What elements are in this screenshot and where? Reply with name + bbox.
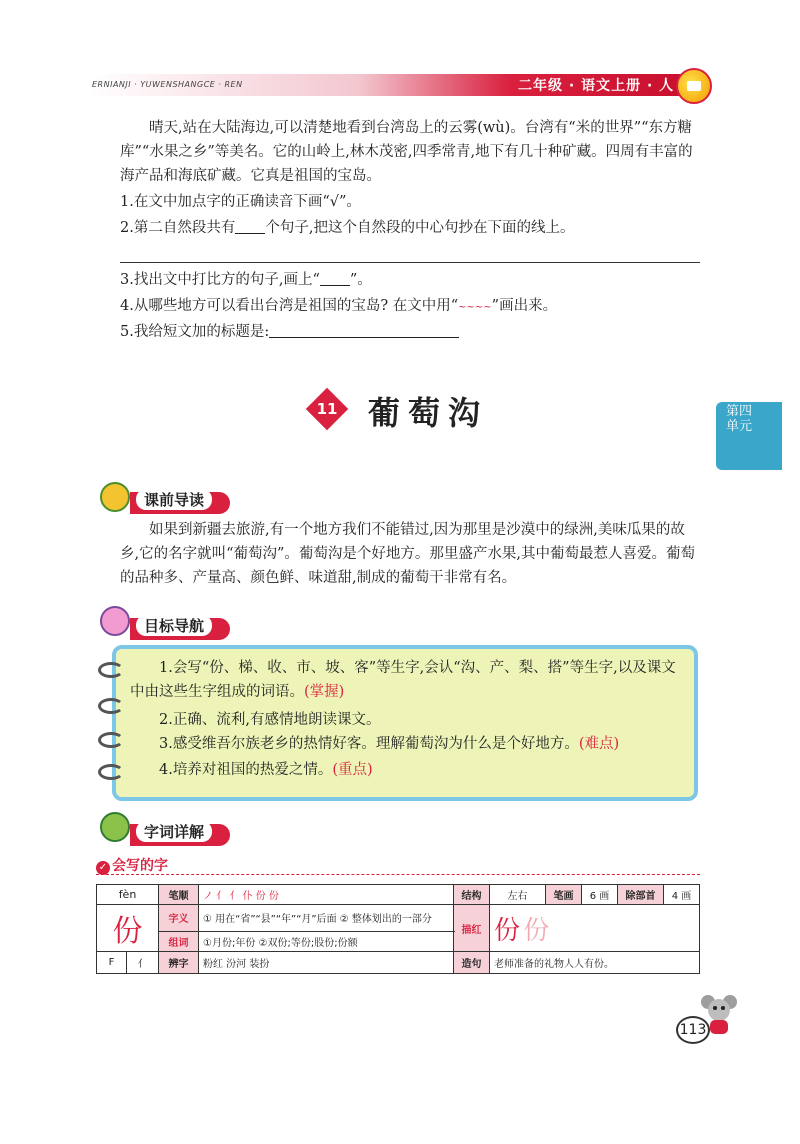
question-2: [120, 216, 574, 237]
structure-label: 结构: [454, 885, 490, 905]
trace-label: 描红: [454, 905, 490, 952]
meaning-label: 字义: [159, 905, 199, 932]
header-pinyin: ERNIANJI · YUWENSHANGCE · REN: [92, 80, 243, 89]
section-guide-heading: [96, 488, 236, 512]
reading-paragraph: 晴天,站在大陆海边,可以清楚地看到台湾岛上的云雾(wù)。台湾有“米的世界”“东方糖库”“水果之乡”等美名。它的山岭上,林木茂密,四季常青,地下有几十种矿藏。四周有丰富的海产品和海底矿藏。它真是祖国的宝岛。: [120, 120, 693, 184]
question-2-part-a: 2.第二自然段共有: [120, 220, 236, 236]
question-5: [120, 320, 459, 341]
question-4: [120, 294, 557, 315]
count-value: 6 画: [582, 885, 618, 905]
question-4-part-b: ”画出来。: [491, 298, 558, 314]
book-badge-icon: [676, 68, 712, 104]
section-vocab-label: 字词详解: [136, 821, 212, 842]
index-letter: F: [97, 952, 127, 974]
answer-line[interactable]: [120, 262, 700, 263]
write-characters-text: 会写的字: [112, 858, 168, 874]
trace-character: 份: [494, 915, 521, 946]
meaning-value: ① 用在“省”“县”“年”“月”后面 ② 整体划出的一部分: [199, 905, 454, 932]
goal-text: 1.会写“份、梯、收、市、坡、客”等生字,会认“沟、产、梨、搭”等生字,以及课文中由这些生字组成的词语。: [130, 660, 676, 700]
binder-ring-icon: [98, 732, 124, 748]
sentence-value: 老师准备的礼物人人有份。: [490, 952, 700, 974]
goal-tag: (掌握): [304, 684, 345, 700]
answer-blank[interactable]: [235, 220, 265, 234]
goal-tag: (难点): [578, 736, 620, 752]
stroke-order: ノ 亻 亻 仆 份 份: [199, 885, 454, 905]
unit-tab-line1: 第四: [726, 404, 753, 419]
underline-sample: [320, 272, 350, 286]
goal-text: 2.正确、流利,有感情地朗读课文。: [159, 712, 381, 728]
section-goals-label: 目标导航: [136, 615, 212, 636]
binder-ring-icon: [98, 662, 124, 678]
binder-ring-icon: [98, 698, 124, 714]
goal-tag: (重点): [332, 762, 373, 778]
goal-text: 4.培养对祖国的热爱之情。: [159, 762, 333, 778]
goal-item: [130, 758, 690, 782]
lesson-title: 葡萄沟: [368, 394, 489, 432]
page-number: 113: [676, 1016, 710, 1044]
question-2-part-b: 个句子,把这个自然段的中心句抄在下面的线上。: [265, 220, 575, 236]
trace-grid[interactable]: [490, 905, 700, 952]
index-radical: 亻: [127, 952, 159, 974]
section-vocab-heading: [96, 820, 236, 844]
binder-ring-icon: [98, 764, 124, 780]
unit-tab-line2: 单元: [726, 419, 753, 434]
goal-item: [130, 732, 690, 756]
radical-value: 4 画: [664, 885, 700, 905]
question-4-part-a: 4.从哪些地方可以看出台湾是祖国的宝岛? 在文中用“: [120, 298, 459, 314]
sentence-label: 造句: [454, 952, 490, 974]
big-character: 份: [97, 905, 159, 952]
lesson-number: 11: [316, 400, 338, 418]
trace-character-faint: 份: [523, 915, 550, 946]
section-goals-heading: [96, 614, 236, 638]
words-value: ①月份;年份 ②双份;等份;股份;份额: [199, 931, 454, 951]
dashed-divider: [96, 874, 700, 875]
question-1: 1.在文中加点字的正确读音下画“√”。: [120, 194, 361, 210]
goal-item: [130, 708, 690, 732]
guide-paragraph: 如果到新疆去旅游,有一个地方我们不能错过,因为那里是沙漠中的绿洲,美味瓜果的故乡,它的名字就叫“葡萄沟”。葡萄沟是个好地方。那里盛产水果,其中葡萄最惹人喜爱。葡萄的品种多、产量高、颜色鲜、味道甜,制成的葡萄干非常有名。: [120, 522, 696, 586]
title-blank[interactable]: [269, 324, 459, 338]
char-pinyin: fèn: [97, 885, 159, 905]
question-3-part-b: ”。: [349, 272, 372, 288]
write-characters-label: [96, 855, 168, 875]
section-guide-label: 课前导读: [136, 489, 212, 510]
words-label: 组词: [159, 931, 199, 951]
character-chart: [96, 884, 700, 974]
question-5-text: 5.我给短文加的标题是:: [120, 324, 270, 340]
count-label: 笔画: [546, 885, 582, 905]
question-3: [120, 268, 372, 289]
check-icon: ✓: [96, 861, 110, 875]
diff-label: 辨字: [159, 952, 199, 974]
stroke-label: 笔顺: [159, 885, 199, 905]
radical-label: 除部首: [618, 885, 664, 905]
diff-value: 粉红 汾河 装扮: [199, 952, 454, 974]
goal-text: 3.感受维吾尔族老乡的热情好客。理解葡萄沟为什么是个好地方。: [159, 736, 579, 752]
question-3-part-a: 3.找出文中打比方的句子,画上“: [120, 272, 320, 288]
goal-item: [130, 656, 690, 704]
wavy-line-sample: ~~~~: [458, 302, 492, 313]
unit-tab[interactable]: [716, 402, 782, 470]
structure-value: 左右: [490, 885, 546, 905]
header-grade: 二年级 · 语文上册 · 人: [518, 78, 675, 94]
